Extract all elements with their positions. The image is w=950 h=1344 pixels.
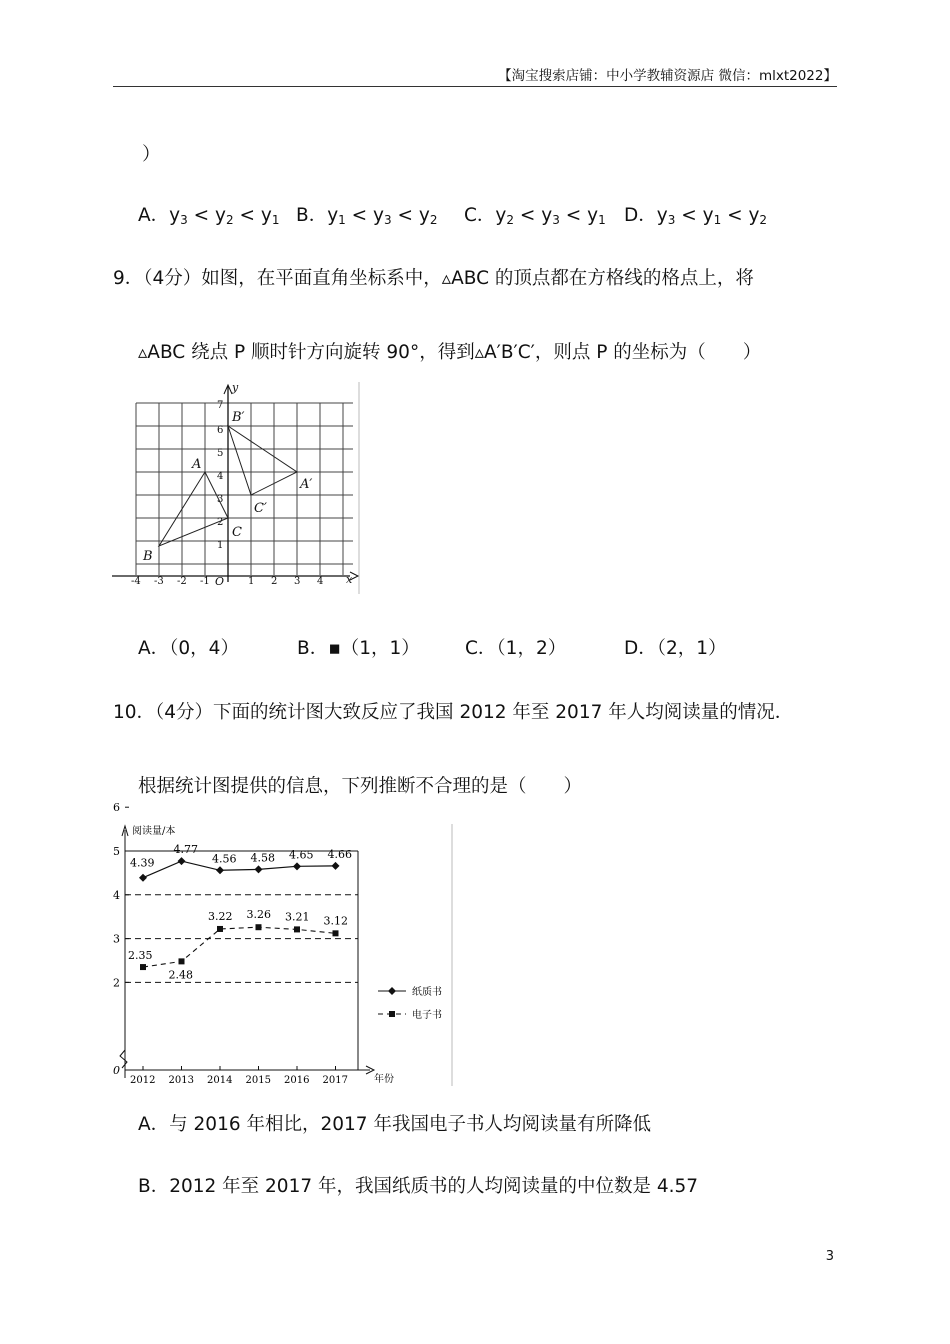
chart-y-label: 阅读量/本 xyxy=(132,826,176,837)
chart-x-tick: 2012 xyxy=(130,1075,156,1086)
q8-option-b[interactable]: B．$y_1 < y_3 < y_2$ xyxy=(296,205,438,227)
q10-option-b[interactable]: B．2012 年至 2017 年，我国纸质书的人均阅读量的中位数是 4.57 xyxy=(138,1176,699,1197)
q9-option-d[interactable]: D．（2，1） xyxy=(624,638,727,659)
chart-x-tick: 2016 xyxy=(284,1075,310,1086)
data-point-ebook xyxy=(140,964,146,970)
data-label-paper: 4.77 xyxy=(173,843,198,857)
chart-y-tick: 3 xyxy=(113,932,120,946)
q10-stem-line1: 10．（4分）下面的统计图大致反应了我国 2012 年至 2017 年人均阅读量的情况． xyxy=(113,702,794,723)
data-label-ebook: 3.22 xyxy=(208,909,233,923)
x-tick: -4 xyxy=(131,576,141,587)
grid-lines xyxy=(136,403,353,575)
data-point-paper xyxy=(332,862,340,870)
chart-x-tick: 2017 xyxy=(322,1075,348,1086)
data-point-ebook xyxy=(294,926,300,932)
q9-option-b[interactable]: B．▪（1，1） xyxy=(297,638,420,659)
y-tick: 3 xyxy=(217,494,224,505)
page-number: 3 xyxy=(825,1249,834,1264)
y-tick: 2 xyxy=(217,517,224,528)
point-a-prime-label: A′ xyxy=(300,477,313,492)
chart-y-tick: 2 xyxy=(113,976,120,990)
chart-y-tick: 5 xyxy=(113,845,120,858)
data-label-paper: 4.58 xyxy=(250,851,275,865)
x-tick: 3 xyxy=(294,576,301,587)
series-line-ebook xyxy=(143,927,336,967)
y-tick: 5 xyxy=(217,448,224,459)
data-point-ebook xyxy=(179,958,185,964)
data-point-paper xyxy=(139,874,147,882)
page-header: 【淘宝搜索店铺：中小学教辅资源店 微信：mlxt2022】 xyxy=(498,68,837,84)
legend-marker-ebook xyxy=(389,1011,395,1017)
q8-close-paren: ） xyxy=(142,144,161,165)
chart-y-tick: 4 xyxy=(113,888,120,902)
x-tick: -1 xyxy=(200,576,210,587)
data-label-ebook: 3.12 xyxy=(323,914,348,928)
y-tick: 1 xyxy=(217,540,224,551)
data-label-paper: 4.66 xyxy=(327,847,352,861)
data-label-ebook: 2.48 xyxy=(168,968,193,982)
point-b-prime-label: B′ xyxy=(232,410,245,425)
data-label-ebook: 3.21 xyxy=(285,910,310,924)
data-point-paper xyxy=(293,862,301,870)
x-tick: 2 xyxy=(271,576,278,587)
legend-marker-paper xyxy=(388,987,396,995)
triangle-abc xyxy=(159,472,228,546)
y-axis-label: y xyxy=(232,381,239,394)
legend-label-paper: 纸质书 xyxy=(412,987,442,998)
y-tick: 6 xyxy=(217,425,224,436)
chart-x-tick: 2013 xyxy=(168,1075,194,1086)
x-axis-label: x xyxy=(346,573,353,586)
x-tick: -3 xyxy=(154,576,164,587)
series-line-paper xyxy=(143,861,336,878)
data-point-paper xyxy=(216,866,224,874)
q9-option-c[interactable]: C．（1，2） xyxy=(465,638,567,659)
y-tick: 4 xyxy=(217,471,224,482)
q8-option-a[interactable]: A．$y_3 < y_2 < y_1$ xyxy=(138,205,280,227)
data-label-ebook: 3.26 xyxy=(246,908,271,922)
x-tick: 1 xyxy=(248,576,255,587)
data-point-paper xyxy=(178,857,186,865)
q10-option-a[interactable]: A．与 2016 年相比，2017 年我国电子书人均阅读量有所降低 xyxy=(138,1114,651,1135)
y-tick: 7 xyxy=(217,400,224,411)
q9-option-a[interactable]: A．（0，4） xyxy=(138,638,239,659)
chart-x-tick: 2015 xyxy=(245,1075,271,1086)
chart-origin-label: 0 xyxy=(113,1064,120,1077)
chart-x-label: 年份 xyxy=(374,1074,394,1085)
data-point-paper xyxy=(255,865,263,873)
header-rule xyxy=(113,86,837,87)
data-label-ebook: 2.35 xyxy=(128,949,153,963)
data-point-ebook xyxy=(256,924,262,930)
point-c-prime-label: C′ xyxy=(254,501,267,516)
x-tick: 4 xyxy=(317,576,324,587)
chart-x-tick: 2014 xyxy=(207,1075,233,1086)
q9-grid-figure xyxy=(110,382,365,596)
point-a-label: A xyxy=(192,457,202,472)
axis-break xyxy=(120,1050,127,1068)
data-label-paper: 4.39 xyxy=(130,856,155,870)
reading-chart xyxy=(110,801,460,1090)
origin-label: O xyxy=(215,575,225,588)
x-tick: -2 xyxy=(177,576,187,587)
data-point-ebook xyxy=(217,926,223,932)
data-label-paper: 4.65 xyxy=(289,848,314,862)
point-c-label: C xyxy=(232,525,242,540)
point-b-label: B xyxy=(143,549,153,564)
data-label-paper: 4.56 xyxy=(212,852,237,866)
triangle-a1b1c1 xyxy=(228,426,297,495)
data-point-ebook xyxy=(333,930,339,936)
q8-option-d[interactable]: D．$y_3 < y_1 < y_2$ xyxy=(624,205,768,227)
q8-option-c[interactable]: C．$y_2 < y_3 < y_1$ xyxy=(464,205,606,227)
chart-y-tick: 6 xyxy=(113,801,120,815)
q9-stem-line1: 9．（4分）如图，在平面直角坐标系中，▵ABC 的顶点都在方格线的格点上，将 xyxy=(113,268,754,289)
q10-stem-line2: 根据统计图提供的信息，下列推断不合理的是（ ） xyxy=(138,776,583,797)
legend-label-ebook: 电子书 xyxy=(412,1010,442,1021)
q9-stem-line2: ▵ABC 绕点 P 顺时针方向旋转 90°，得到▵A′B′C′，则点 P 的坐标为（ ） xyxy=(138,342,762,363)
